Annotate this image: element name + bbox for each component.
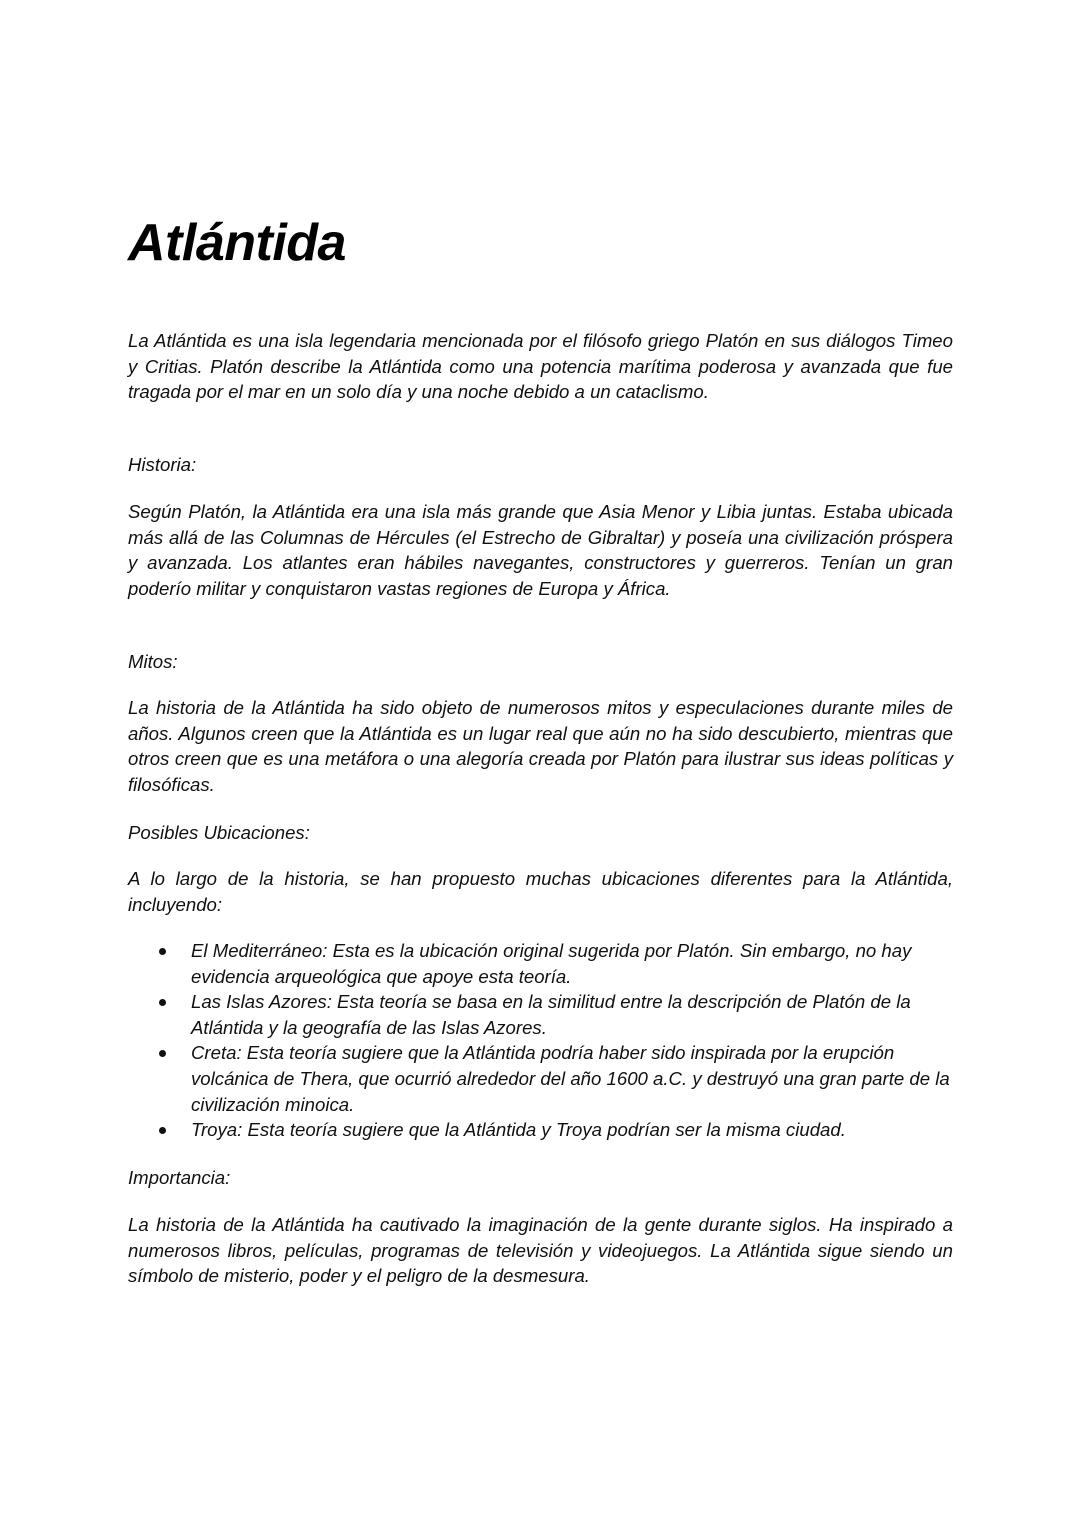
list-item-text: El Mediterráneo: Esta es la ubicación original sugerida por Platón. Sin embargo, no hay evidencia arqueológica que apoye esta teoría. bbox=[191, 940, 912, 987]
section-heading-mitos: Mitos: bbox=[128, 651, 178, 672]
list-item-text: Creta: Esta teoría sugiere que la Atlántida podría haber sido inspirada por la erupción volcánica de Thera, que ocurrió alrededor del año 1600 a.C. y destruyó una gran parte de la civilización minoica. bbox=[191, 1042, 950, 1115]
mitos-paragraph: La historia de la Atlántida ha sido objeto de numerosos mitos y especulaciones durante miles de años. Algunos creen que la Atlántida es un lugar real que aún no ha sido descubierto, mientras que otros creen que es una metáfora o una alegoría creada por Platón para ilustrar sus ideas políticas y filosóficas. bbox=[128, 697, 953, 795]
list-item bbox=[128, 1117, 953, 1143]
list-item-text: Troya: Esta teoría sugiere que la Atlántida y Troya podrían ser la misma ciudad. bbox=[191, 1119, 846, 1141]
section-heading-historia: Historia: bbox=[128, 454, 197, 475]
intro-paragraph: La Atlántida es una isla legendaria mencionada por el filósofo griego Platón en sus diálogos Timeo y Critias. Platón describe la Atlántida como una potencia marítima poderosa y avanzada que fue tragada por el mar en un solo día y una noche debido a un cataclismo. bbox=[128, 330, 953, 403]
section-heading-importancia: Importancia: bbox=[128, 1167, 231, 1188]
list-item-text: Las Islas Azores: Esta teoría se basa en la similitud entre la descripción de Platón de la Atlántida y la geografía de las Islas Azores. bbox=[191, 991, 911, 1038]
section-heading-ubicaciones: Posibles Ubicaciones: bbox=[128, 822, 310, 843]
bullet-icon bbox=[159, 999, 166, 1006]
list-item bbox=[128, 989, 953, 1040]
bullet-icon bbox=[159, 948, 166, 955]
ubicaciones-paragraph: A lo largo de la historia, se han propuesto muchas ubicaciones diferentes para la Atlántida, incluyendo: bbox=[128, 868, 953, 915]
list-item bbox=[128, 1040, 953, 1117]
list-item bbox=[128, 938, 953, 989]
bullet-icon bbox=[159, 1050, 166, 1057]
locations-list bbox=[128, 938, 953, 1143]
document-title: Atlántida bbox=[128, 214, 346, 272]
historia-paragraph: Según Platón, la Atlántida era una isla más grande que Asia Menor y Libia juntas. Estaba ubicada más allá de las Columnas de Hércules (el Estrecho de Gibraltar) y poseía una civilización próspera y avanzada. Los atlantes eran hábiles navegantes, constructores y guerreros. Tenían un gran poderío militar y conquistaron vastas regiones de Europa y África. bbox=[128, 501, 953, 599]
importancia-paragraph: La historia de la Atlántida ha cautivado la imaginación de la gente durante siglos. Ha inspirado a numerosos libros, películas, programas de televisión y videojuegos. La Atlántida sigue siendo un símbolo de misterio, poder y el peligro de la desmesura. bbox=[128, 1214, 953, 1287]
bullet-icon bbox=[159, 1127, 166, 1134]
